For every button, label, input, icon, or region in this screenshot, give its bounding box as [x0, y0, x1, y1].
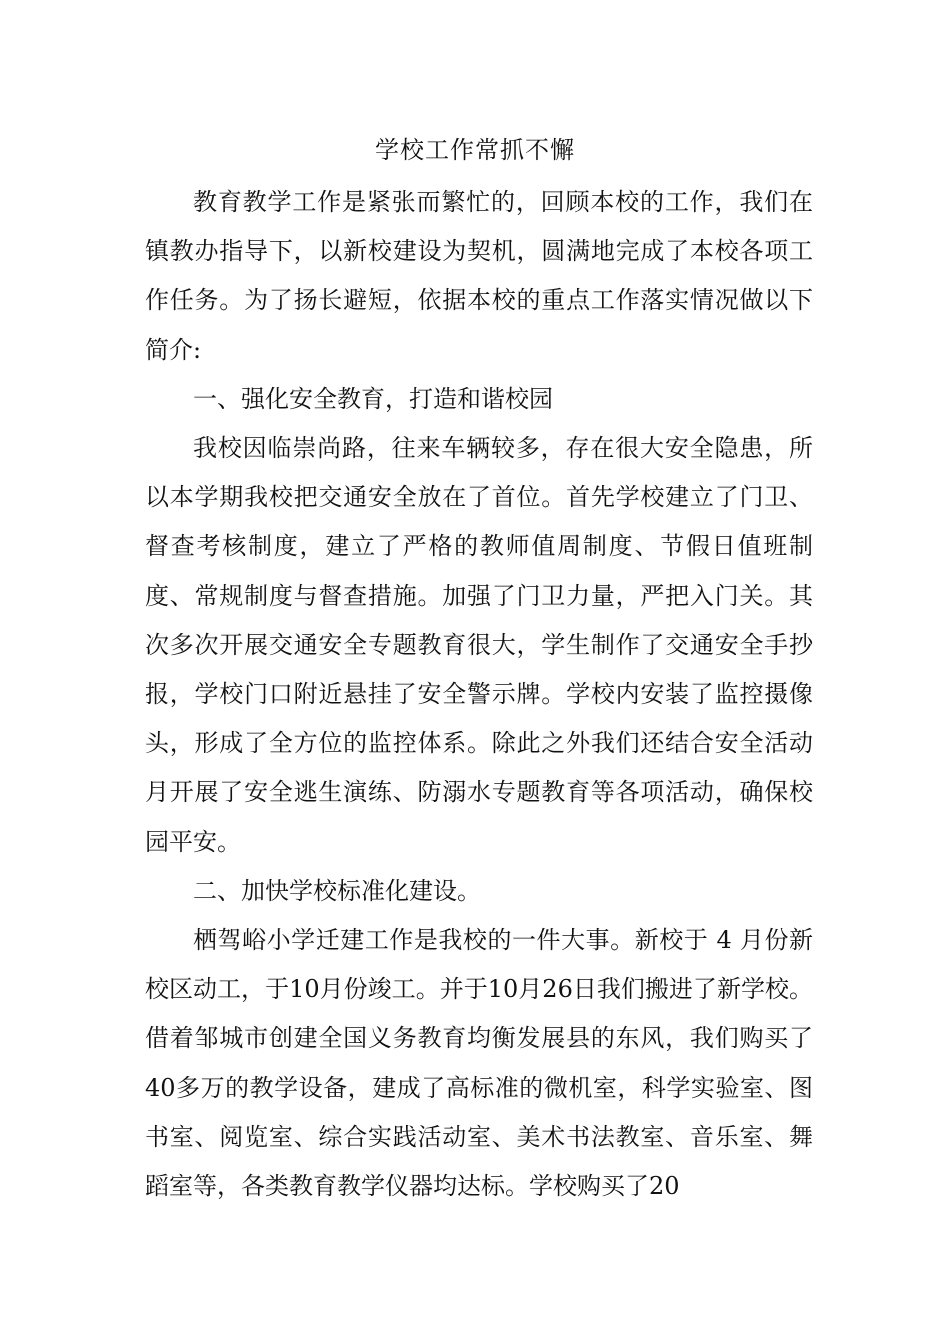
section-heading-safety: 一、强化安全教育，打造和谐校园	[193, 384, 553, 413]
paragraph-standardization: 栖驾峪小学迁建工作是我校的一件大事。新校于 4 月份新校区动工，于10月份竣工。并于10月26日我们搬进了新学校。借着邹城市创建全国义务教育均衡发展县的东风，我们购买了 40多万的教学设备，建成了高标准的微机室，科学实验室、图书室、阅览室、综合实践活动室、美术书法教室、音乐室、舞蹈室等，各类教育教学仪器均达标。学校购买了20	[145, 926, 813, 1201]
document-body	[145, 178, 813, 1211]
paragraph-intro: 教育教学工作是紧张而繁忙的，回顾本校的工作，我们在镇教办指导下，以新校建设为契机，圆满地完成了本校各项工作任务。为了扬长避短，依据本校的重点工作落实情况做以下简介:	[145, 188, 813, 364]
section-heading-standardization: 二、加快学校标准化建设。	[193, 876, 481, 905]
paragraph-safety: 我校因临崇尚路，往来车辆较多，存在很大安全隐患，所以本学期我校把交通安全放在了首位。首先学校建立了门卫、督查考核制度，建立了严格的教师值周制度、节假日值班制度、常规制度与督查措施。加强了门卫力量，严把入门关。其次多次开展交通安全专题教育很大，学生制作了交通安全手抄报，学校门口附近悬挂了安全警示牌。学校内安装了监控摄像头，形成了全方位的监控体系。除此之外我们还结合安全活动月开展了安全逃生演练、防溺水专题教育等各项活动，确保校园平安。	[145, 434, 813, 856]
document-title: 学校工作常抓不懈	[375, 136, 575, 164]
